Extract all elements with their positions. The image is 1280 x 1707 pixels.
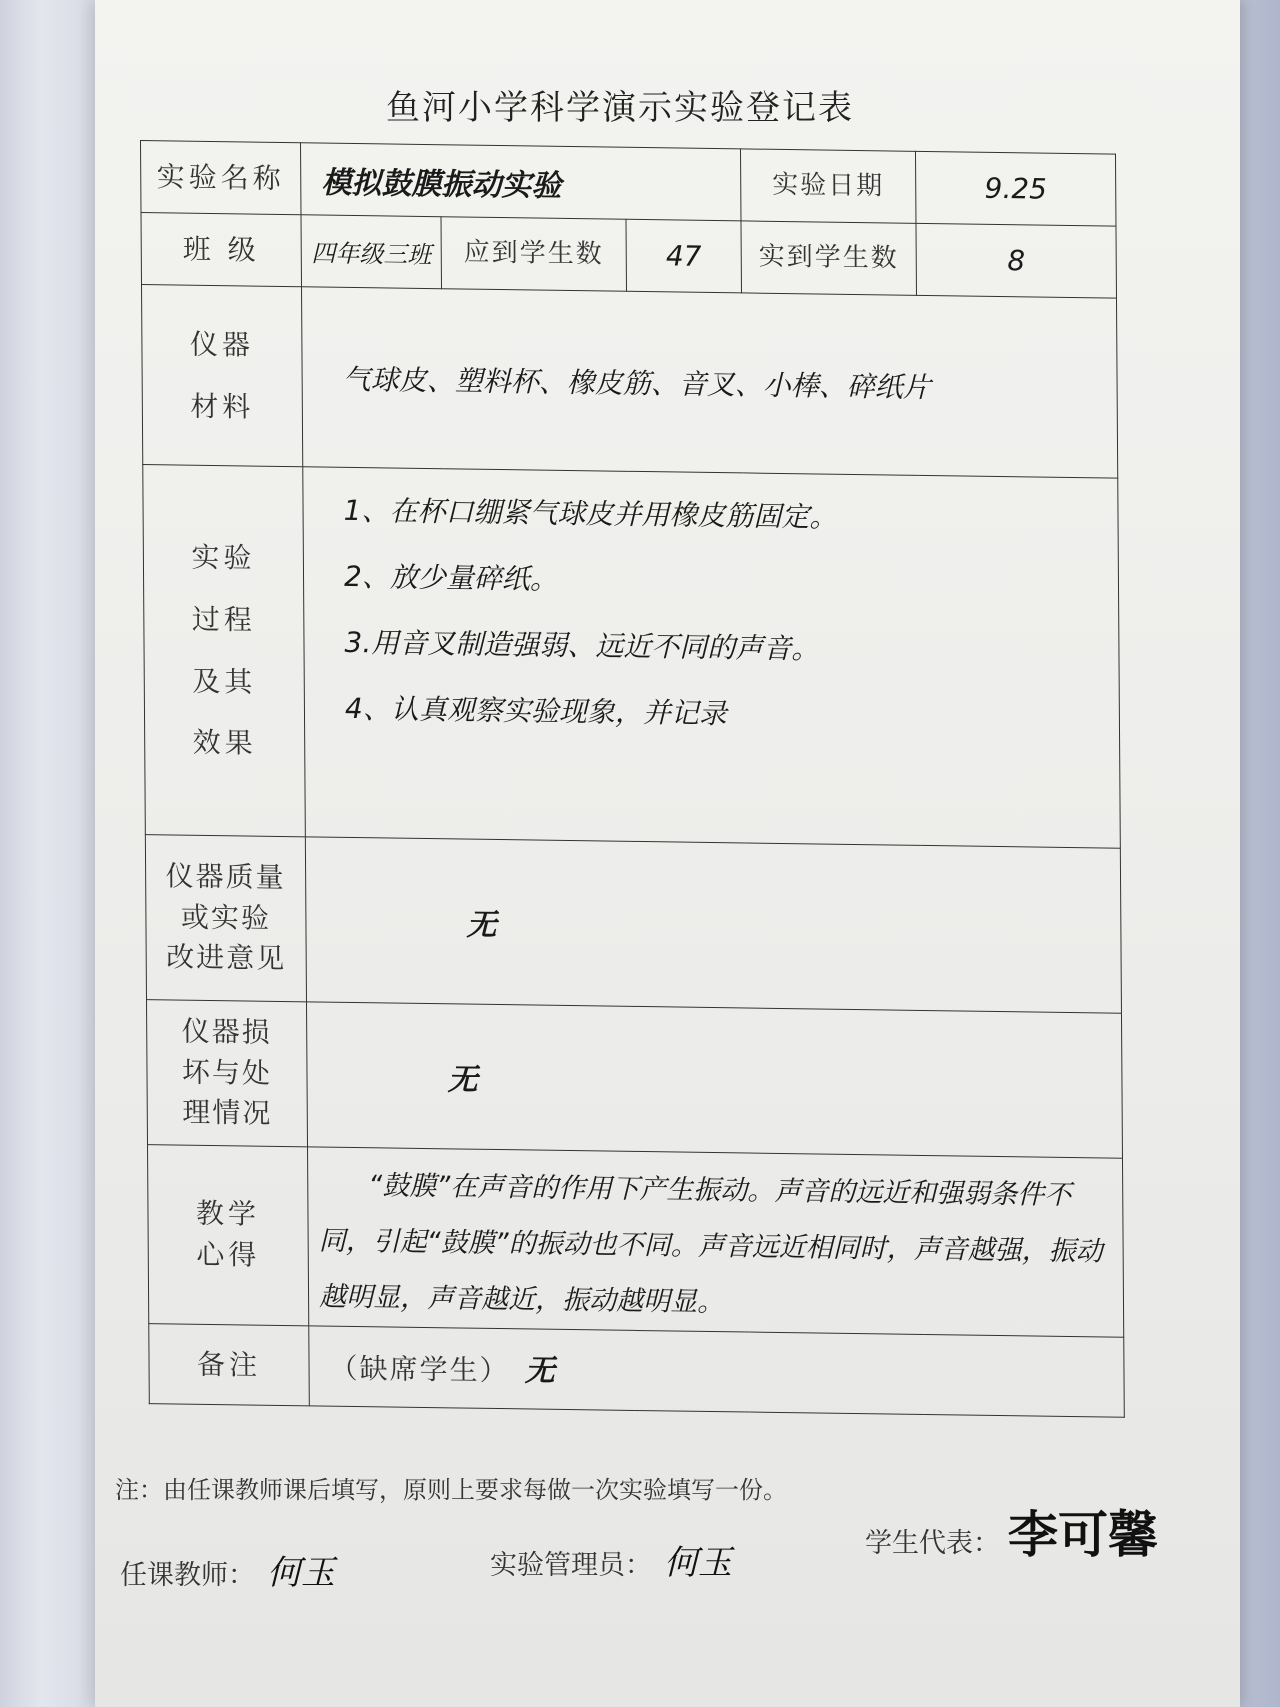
expected-students-label: 应到学生数 (441, 217, 626, 292)
exp-name-label: 实验名称 (141, 141, 301, 215)
row-process (143, 465, 1121, 849)
process-label-line: 效果 (192, 725, 257, 760)
damage-label (147, 1000, 308, 1147)
row-reflection (148, 1145, 1124, 1338)
teacher-label: 任课教师： (120, 1560, 255, 1591)
row-exp-name (141, 141, 1116, 227)
process-step: 2、放少量碎纸。 (343, 559, 558, 596)
exp-date-label: 实验日期 (740, 149, 915, 223)
process-label (143, 465, 306, 837)
row-remarks (149, 1324, 1125, 1418)
process-step: 1、在杯口绷紧气球皮并用橡皮筋固定。 (343, 493, 838, 534)
quality-value: 无 (305, 837, 1121, 1013)
materials-label-line-2: 材料 (190, 389, 255, 424)
expected-students-value: 47 (626, 219, 741, 293)
exp-date-value: 9.25 (915, 151, 1115, 226)
reflection-cell (308, 1147, 1124, 1337)
row-class (141, 213, 1116, 299)
student-label: 学生代表： (865, 1528, 1000, 1559)
process-label-line: 实验 (191, 541, 256, 575)
reflection-label-line: 心得 (196, 1237, 261, 1272)
quality-label-line: 改进意见 (166, 940, 287, 976)
form-title: 鱼河小学科学演示实验登记表 (386, 88, 854, 128)
process-label-line: 及其 (192, 664, 257, 699)
damage-label-line: 理情况 (182, 1095, 273, 1131)
teacher-signature-row (120, 1545, 335, 1594)
remarks-prefix: （缺席学生） (329, 1351, 510, 1388)
admin-label: 实验管理员： (490, 1550, 652, 1581)
form-table (140, 140, 1125, 1418)
materials-value: 气球皮、塑料杯、橡皮筋、音叉、小棒、碎纸片 (302, 287, 1118, 478)
process-step: 3.用音叉制造强弱、远近不同的声音。 (344, 625, 820, 666)
exp-name-value: 模拟鼓膜振动实验 (300, 143, 740, 221)
actual-students-label: 实到学生数 (741, 221, 916, 295)
reflection-label-line: 教学 (195, 1197, 261, 1232)
materials-label-line-1: 仪器 (189, 327, 255, 362)
student-signature: 李可馨 (1008, 1505, 1158, 1564)
process-steps (303, 467, 1121, 848)
remarks-value: 无 (524, 1353, 555, 1389)
damage-label-line: 仪器损 (181, 1014, 272, 1049)
remarks-cell (309, 1326, 1125, 1417)
damage-value: 无 (306, 1002, 1122, 1158)
damage-label-line: 坏与处 (181, 1055, 273, 1090)
admin-signature: 何玉 (664, 1543, 732, 1583)
process-label-line: 过程 (191, 602, 256, 637)
teacher-signature: 何玉 (267, 1553, 335, 1593)
student-signature-row (865, 1495, 1158, 1567)
class-label: 班 级 (141, 213, 301, 287)
row-quality (145, 835, 1121, 1014)
process-step: 4、认真观察实验现象，并记录 (344, 691, 727, 731)
quality-label-line: 或实验 (180, 900, 272, 935)
actual-students-value: 8 (916, 223, 1116, 298)
row-materials (142, 285, 1118, 479)
class-value: 四年级三班 (301, 215, 441, 289)
reflection-text: “鼓膜”在声音的作用下产生振动。声音的远近和强弱条件不同，引起“鼓膜”的振动也不同。声音远近相同时，声音越强，振动越明显，声音越近，振动越明显。 (318, 1170, 1103, 1319)
remarks-label: 备注 (149, 1324, 310, 1406)
reflection-label (148, 1145, 309, 1326)
quality-label-line: 仪器质量 (165, 859, 286, 895)
row-damage (147, 1000, 1123, 1159)
admin-signature-row (490, 1535, 732, 1584)
materials-label (142, 285, 303, 467)
quality-label (145, 835, 306, 1002)
registration-form (140, 140, 1124, 1449)
footer-note: 注：由任课教师课后填写，原则上要求每做一次实验填写一份。 (115, 1476, 787, 1504)
